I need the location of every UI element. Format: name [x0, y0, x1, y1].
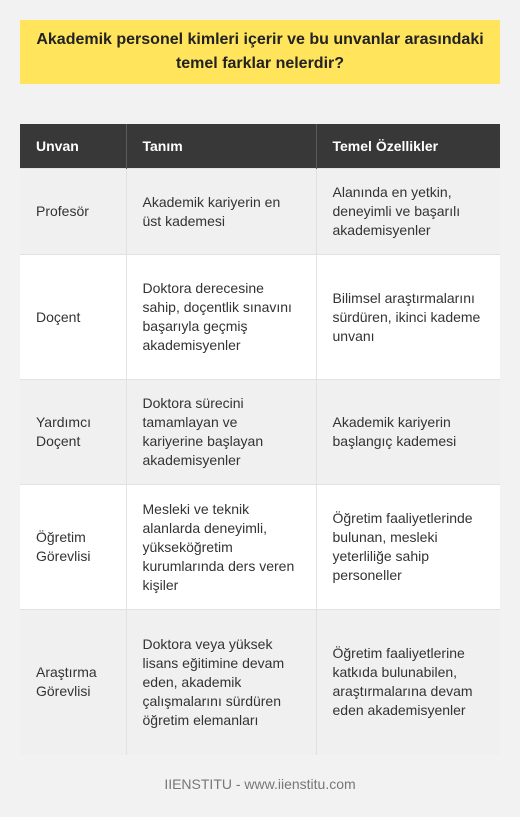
cell-tanim: Akademik kariyerin en üst kademesi: [126, 169, 316, 255]
cell-ozellik: Öğretim faaliyetlerinde bulunan, mesleki yeterliliğe sahip personeller: [316, 485, 500, 610]
cell-unvan: Öğretim Görevlisi: [20, 485, 126, 610]
table-row: [20, 380, 500, 485]
cell-unvan: Araştırma Görevlisi: [20, 610, 126, 755]
titles-table: [20, 124, 500, 755]
header-temel-ozellikler: Temel Özellikler: [316, 124, 500, 169]
header-unvan: Unvan: [20, 124, 126, 169]
cell-ozellik: Akademik kariyerin başlangıç kademesi: [316, 380, 500, 485]
footer-credit: IIENSTITU - www.iienstitu.com: [164, 776, 356, 792]
table-row: [20, 255, 500, 380]
cell-tanim: Mesleki ve teknik alanlarda deneyimli, yükseköğretim kurumlarında ders veren kişiler: [126, 485, 316, 610]
cell-tanim: Doktora derecesine sahip, doçentlik sınavını başarıyla geçmiş akademisyenler: [126, 255, 316, 380]
cell-unvan: Doçent: [20, 255, 126, 380]
title-banner: [20, 20, 500, 84]
table-row: [20, 169, 500, 255]
cell-tanim: Doktora sürecini tamamlayan ve kariyerine başlayan akademisyenler: [126, 380, 316, 485]
cell-unvan: Yardımcı Doçent: [20, 380, 126, 485]
table-row: [20, 610, 500, 755]
cell-tanim: Doktora veya yüksek lisans eğitimine devam eden, akademik çalışmalarını sürdüren öğretim elemanları: [126, 610, 316, 755]
cell-unvan: Profesör: [20, 169, 126, 255]
cell-ozellik: Bilimsel araştırmalarını sürdüren, ikinci kademe unvanı: [316, 255, 500, 380]
table-header-row: [20, 124, 500, 169]
table-row: [20, 485, 500, 610]
cell-ozellik: Öğretim faaliyetlerine katkıda bulunabilen, araştırmalarına devam eden akademisyenler: [316, 610, 500, 755]
header-tanim: Tanım: [126, 124, 316, 169]
page-title: Akademik personel kimleri içerir ve bu unvanlar arasındaki temel farklar nelerdir?: [36, 31, 484, 72]
cell-ozellik: Alanında en yetkin, deneyimli ve başarılı akademisyenler: [316, 169, 500, 255]
